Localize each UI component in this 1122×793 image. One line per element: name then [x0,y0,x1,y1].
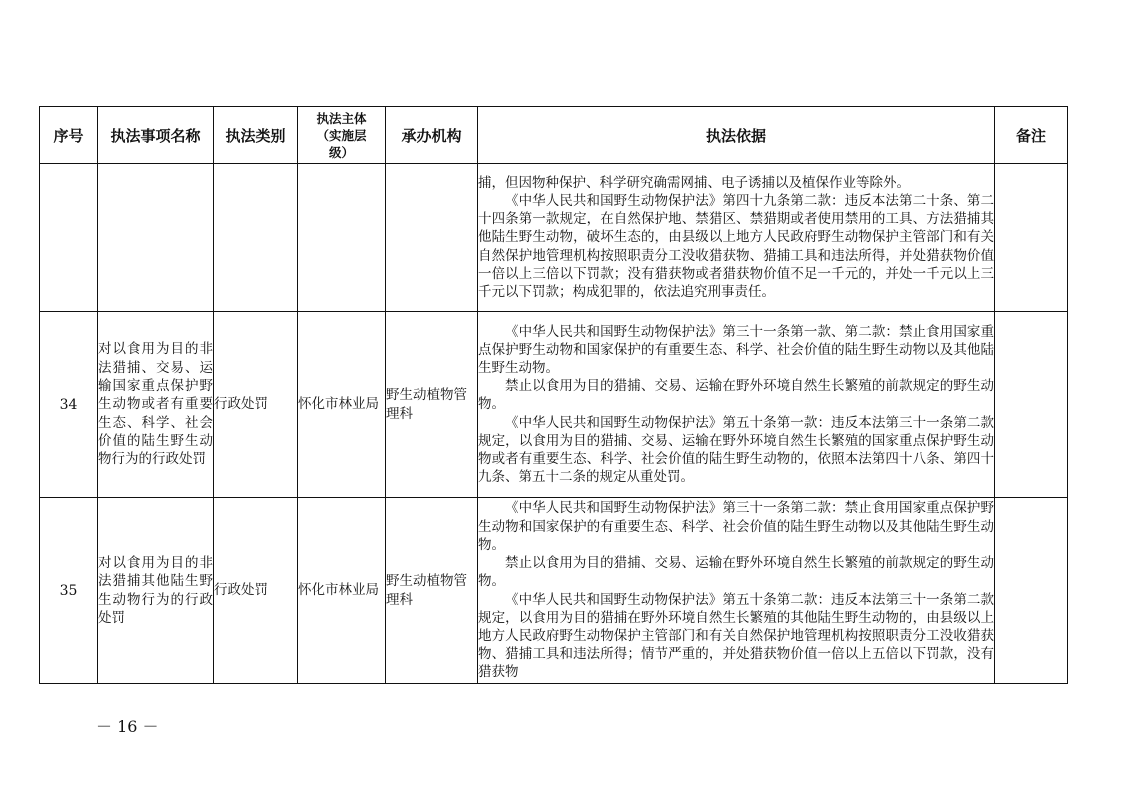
basis-paragraph: 禁止以食用为目的猎捕、交易、运输在野外环境自然生长繁殖的前款规定的野生动物。 [478,378,994,413]
header-category: 执法类别 [214,107,298,164]
page-number: － 16 － [96,717,159,736]
cell-remark [995,164,1068,312]
table-row [40,498,1068,684]
basis-paragraph: 禁止以食用为目的猎捕、交易、运输在野外环境自然生长繁殖的前款规定的野生动物。 [478,555,994,590]
header-subject [298,107,386,164]
header-row [40,107,1068,164]
cell-basis [478,164,995,312]
table-row [40,312,1068,498]
cell-item-name [98,164,214,312]
cell-item-name: 对以食用为目的非法猎捕、交易、运输国家重点保护野生动物或者有重要生态、科学、社会价值的陆生野生动物行为的行政处罚 [98,312,214,498]
cell-seq: 34 [40,312,98,498]
cell-remark [995,498,1068,684]
cell-org: 野生动植物管理科 [386,312,478,498]
basis-paragraph: 《中华人民共和国野生动物保护法》第五十条第二款：违反本法第三十一条第二款规定，以食用为目的猎捕在野外环境自然生长繁殖的其他陆生野生动物的，由县级以上地方人民政府野生动物保护主管部门和有关自然保护地管理机构按照职责分工没收猎获物、猎捕工具和违法所得；情节严重的，并处猎获物价值一倍以上五倍以下罚款，没有猎获物 [478,591,994,681]
law-enforcement-table [39,106,1068,684]
header-org: 承办机构 [386,107,478,164]
basis-paragraph: 《中华人民共和国野生动物保护法》第三十一条第二款：禁止食用国家重点保护野生动物和国家保护的有重要生态、科学、社会价值的陆生野生动物以及其他陆生野生动物。 [478,500,994,553]
cell-category: 行政处罚 [214,312,298,498]
header-subject-line1: 执法主体 [316,110,367,126]
cell-subject [298,164,386,312]
cell-item-name: 对以食用为目的非法猎捕其他陆生野生动物行为的行政处罚 [98,498,214,684]
header-subject-line2: （实施层 [316,127,367,143]
cell-org: 野生动植物管理科 [386,498,478,684]
cell-subject: 怀化市林业局 [298,498,386,684]
cell-subject: 怀化市林业局 [298,312,386,498]
table-row-continuation [40,164,1068,312]
cell-remark [995,312,1068,498]
cell-seq [40,164,98,312]
cell-basis [478,312,995,498]
header-subject-line3: 级） [328,144,354,160]
cell-basis [478,498,995,684]
basis-paragraph: 《中华人民共和国野生动物保护法》第五十条第一款：违反本法第三十一条第二款规定，以食用为目的猎捕、交易、运输在野外环境自然生长繁殖的国家重点保护野生动物或者有重要生态、科学、社会价值的陆生野生动物的，依照本法第四十八条、第四十九条、第五十二条的规定从重处罚。 [478,414,994,486]
cell-seq: 35 [40,498,98,684]
cell-category: 行政处罚 [214,498,298,684]
header-basis: 执法依据 [478,107,995,164]
header-remark: 备注 [995,107,1068,164]
cell-category [214,164,298,312]
cell-org [386,164,478,312]
basis-paragraph: 《中华人民共和国野生动物保护法》第四十九条第二款：违反本法第二十条、第二十四条第一款规定，在自然保护地、禁猎区、禁猎期或者使用禁用的工具、方法猎捕其他陆生野生动物，破坏生态的，由县级以上地方人民政府野生动物保护主管部门和有关自然保护地管理机构按照职责分工没收猎获物、猎捕工具和违法所得，并处猎获物价值一倍以上三倍以下罚款；没有猎获物或者猎获物价值不足一千元的，并处一千元以上三千元以下罚款；构成犯罪的，依法追究刑事责任。 [478,192,994,300]
basis-paragraph: 《中华人民共和国野生动物保护法》第三十一条第一款、第二款：禁止食用国家重点保护野生动物和国家保护的有重要生态、科学、社会价值的陆生野生动物以及其他陆生野生动物。 [478,323,994,376]
header-item-name: 执法事项名称 [98,107,214,164]
header-seq: 序号 [40,107,98,164]
basis-paragraph: 捕，但因物种保护、科学研究确需网捕、电子诱捕以及植保作业等除外。 [478,174,910,191]
